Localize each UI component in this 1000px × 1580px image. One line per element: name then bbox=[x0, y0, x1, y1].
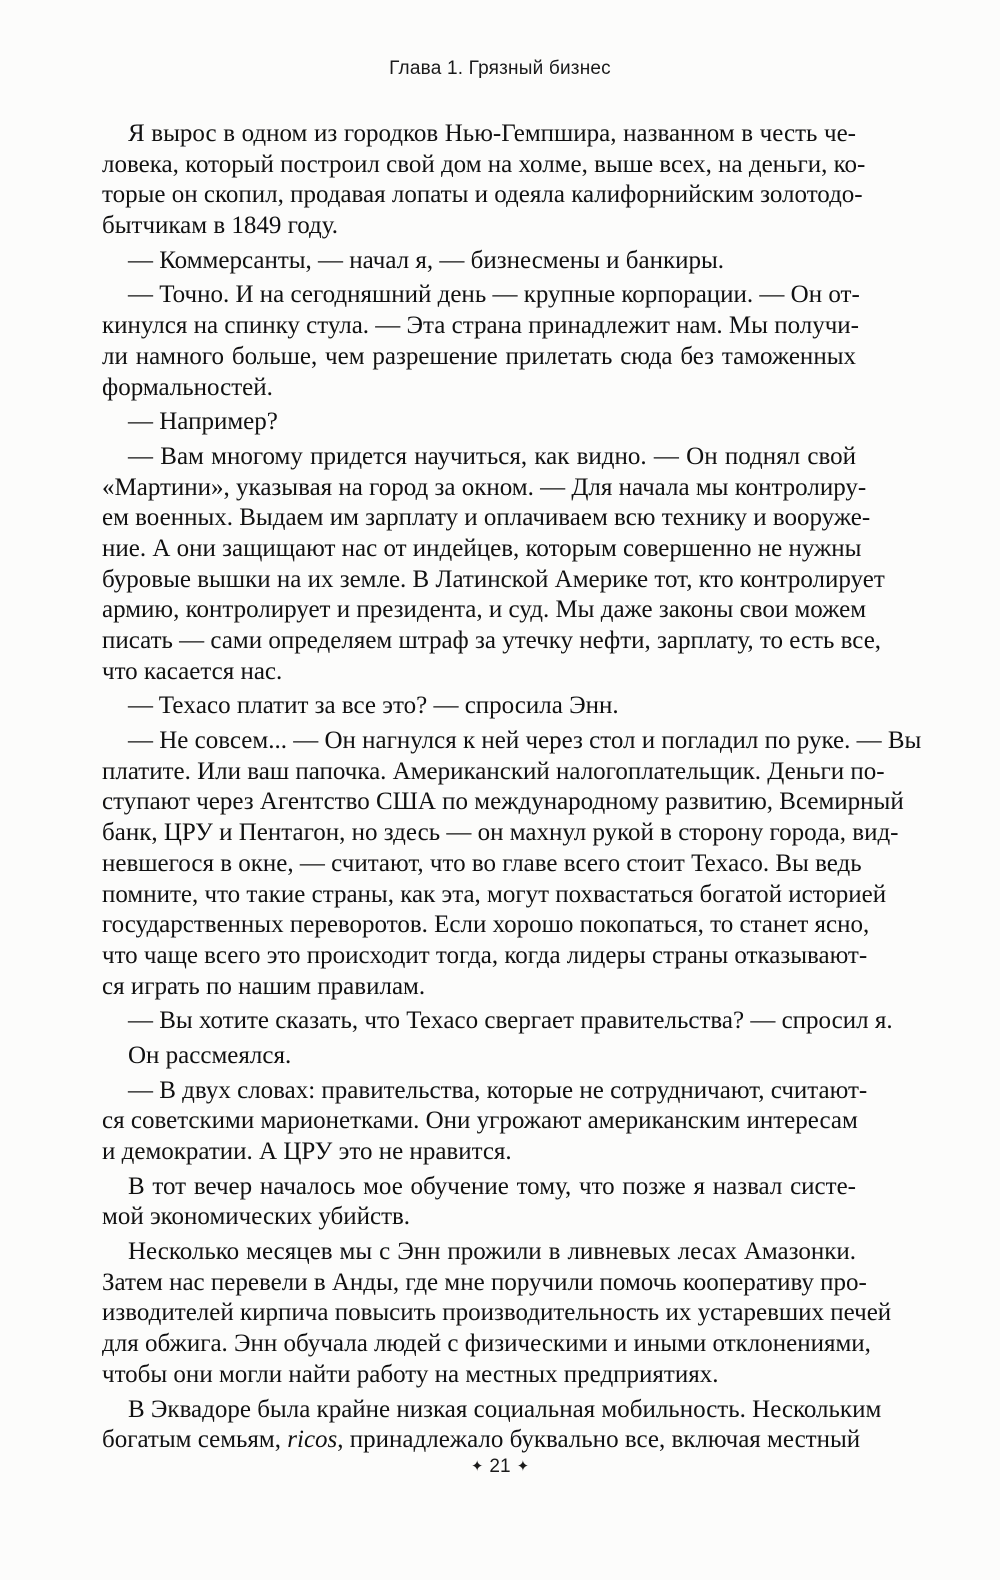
text-line: — Коммерсанты, — начал я, — бизнесмены и банкиры. bbox=[128, 246, 725, 274]
text-line: — В двух словах: правительства, которые не сотрудничают, считают- bbox=[128, 1076, 868, 1104]
text-line: для обжига. Энн обучала людей с физическими и иными отклонениями, bbox=[102, 1330, 871, 1358]
page-number-value: 21 bbox=[489, 1456, 511, 1477]
text-line: В тот вечер началось мое обучение тому, что позже я назвал систе- bbox=[128, 1172, 856, 1200]
text-line: буровые вышки на их земле. В Латинской Америке тот, кто контролирует bbox=[102, 565, 885, 593]
text-line: — Например? bbox=[128, 408, 278, 436]
text-line: — Вы хотите сказать, что Texaco свергает правительства? — спросил я. bbox=[128, 1007, 893, 1035]
text-line: ся играть по нашим правилам. bbox=[102, 972, 426, 1000]
text-line: формальностей. bbox=[102, 373, 273, 401]
body-text bbox=[102, 119, 922, 1456]
text-line: изводителей кирпича повысить производительность их устаревших печей bbox=[102, 1299, 892, 1327]
text-line: — Не совсем... — Он нагнулся к ней через стол и погладил по руке. — Вы bbox=[128, 727, 922, 755]
text-line: что чаще всего это происходит тогда, когда лидеры страны отказывают- bbox=[102, 941, 868, 969]
text-line: «Мартини», указывая на город за окном. — Для начала мы контролиру- bbox=[102, 473, 867, 501]
text-line: — Точно. И на сегодняшний день — крупные корпорации. — Он от- bbox=[128, 281, 860, 309]
text-line: торые он скопил, продавая лопаты и одеяла калифорнийским золотодо- bbox=[102, 181, 863, 209]
text-line-mixed bbox=[102, 1425, 861, 1456]
text-line: помните, что такие страны, как эта, могут похвастаться богатой историей bbox=[102, 880, 887, 908]
italic-term: ricos bbox=[287, 1426, 338, 1454]
ornament-right: ✦ bbox=[516, 1458, 530, 1475]
text-line: Я вырос в одном из городков Нью-Гемпшира, названном в честь че- bbox=[128, 120, 856, 147]
page-number bbox=[0, 1456, 1000, 1478]
running-head: Глава 1. Грязный бизнес bbox=[389, 58, 611, 79]
text-line: что касается нас. bbox=[102, 657, 283, 685]
text-line: — Вам многому придется научиться, как видно. — Он поднял свой bbox=[128, 442, 856, 470]
text-run: богатым семьям, bbox=[102, 1426, 288, 1454]
text-line: ем военных. Выдаем им зарплату и оплачиваем всю технику и вооруже- bbox=[102, 504, 871, 532]
text-line: — Texaco платит за все это? — спросила Энн. bbox=[128, 692, 619, 720]
text-run: , принадлежало буквально все, включая местный bbox=[337, 1426, 861, 1454]
text-line: ся советскими марионетками. Они угрожают американским интересам bbox=[102, 1107, 858, 1135]
text-line: и демократии. А ЦРУ это не нравится. bbox=[102, 1138, 512, 1165]
text-line: бытчикам в 1849 году. bbox=[102, 212, 339, 240]
text-line: государственных переворотов. Если хорошо покопаться, то станет ясно, bbox=[102, 911, 870, 939]
text-line: ли намного больше, чем разрешение прилетать сюда без таможенных bbox=[102, 342, 856, 370]
text-line: Он рассмеялся. bbox=[128, 1041, 292, 1069]
text-line: ловека, который построил свой дом на холме, выше всех, на деньги, ко- bbox=[102, 150, 866, 178]
text-line: В Эквадоре была крайне низкая социальная мобильность. Нескольким bbox=[128, 1395, 882, 1423]
text-line: Затем нас перевели в Анды, где мне поручили помочь кооперативу про- bbox=[102, 1268, 867, 1296]
text-line: ступают через Агентство США по международному развитию, Всемирный bbox=[102, 788, 904, 816]
text-line: кинулся на спинку стула. — Эта страна принадлежит нам. Мы получи- bbox=[102, 312, 859, 340]
text-line: ние. А они защищают нас от индейцев, которым совершенно не нужны bbox=[102, 534, 862, 562]
text-line: банк, ЦРУ и Пентагон, но здесь — он махнул рукой в сторону города, вид- bbox=[102, 819, 899, 847]
text-line: платите. Или ваш папочка. Американский налогоплательщик. Деньги по- bbox=[102, 757, 885, 785]
text-line: писать — сами определяем штраф за утечку нефти, зарплату, то есть все, bbox=[102, 627, 882, 654]
text-line: чтобы они могли найти работу на местных предприятиях. bbox=[102, 1360, 719, 1388]
ornament-left: ✦ bbox=[470, 1458, 484, 1475]
text-line: невшегося в окне, — считают, что во главе всего стоит Texaco. Вы ведь bbox=[102, 849, 862, 877]
text-line: мой экономических убийств. bbox=[102, 1203, 411, 1231]
text-line: Несколько месяцев мы с Энн прожили в ливневых лесах Амазонки. bbox=[128, 1238, 856, 1266]
text-line: армию, контролирует и президента, и суд. Мы даже законы свои можем bbox=[102, 596, 867, 624]
